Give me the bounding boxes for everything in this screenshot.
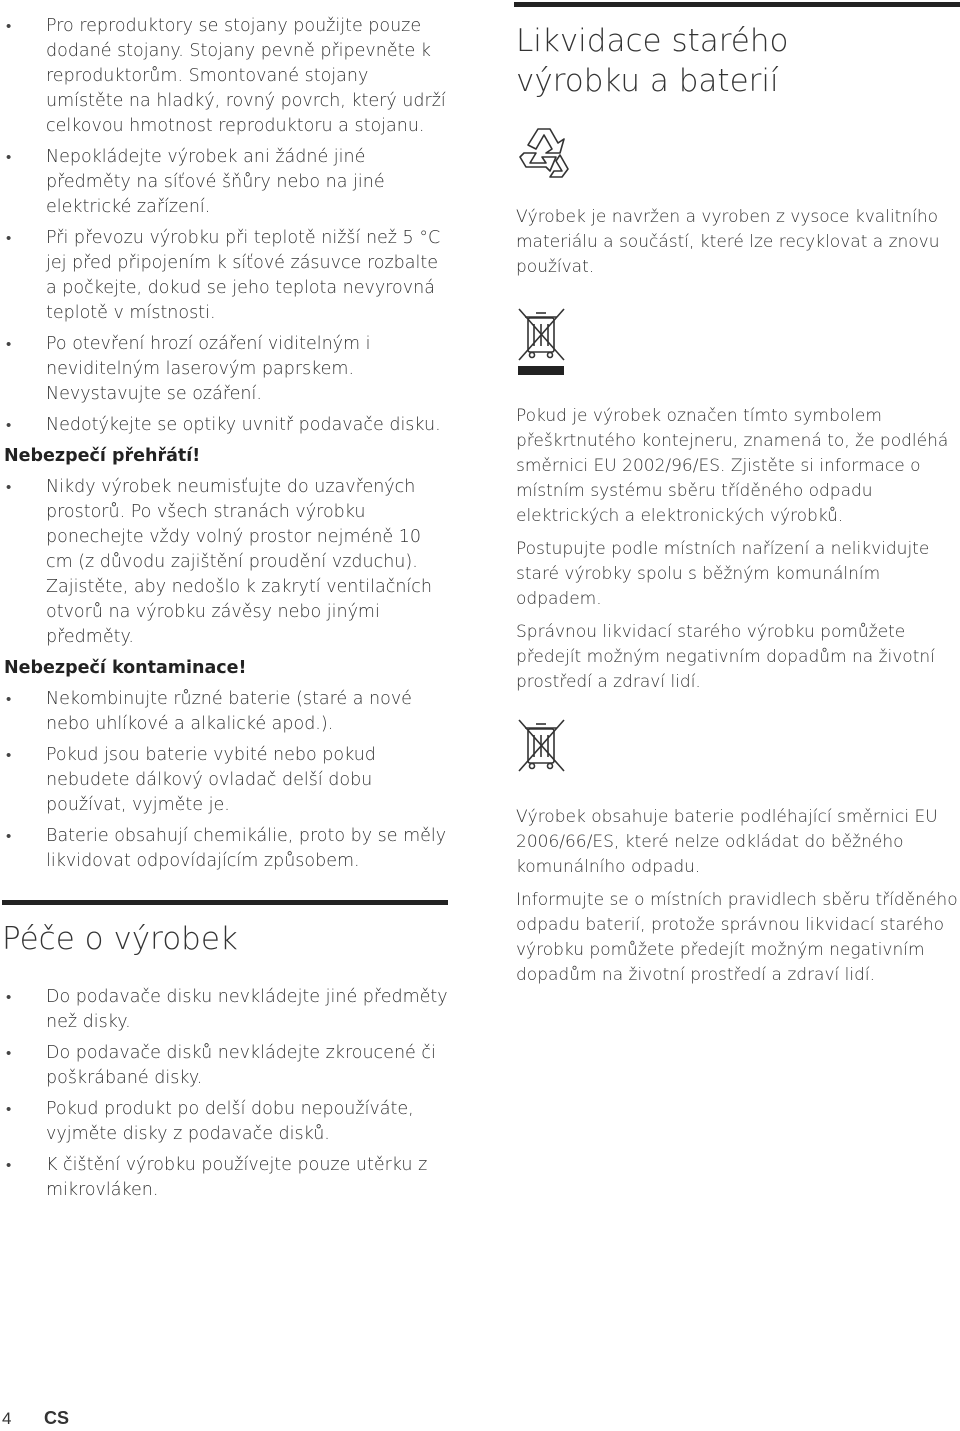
list-item: • Do podavače disků nevkládejte zkroucené či poškrábané disky.: [0, 1041, 448, 1091]
care-title: Péče o výrobek: [2, 921, 238, 957]
section-divider: [2, 900, 448, 905]
overheat-heading: Nebezpečí přehřátí!: [4, 446, 201, 466]
list-item: • K čištění výrobku používejte pouze utěrku z mikrovláken.: [0, 1153, 448, 1203]
crossed-bin-with-bar-icon: [516, 306, 960, 382]
left-column: [0, 14, 448, 1209]
recycle-text: Výrobek je navržen a vyroben z vysoce kvalitního materiálu a součástí, které lze recyklovat a znovu používat.: [516, 207, 940, 277]
list-item: • Nekombinujte různé baterie (staré a nové nebo uhlíkové a alkalické apod.).: [0, 687, 448, 737]
list-item: • Nikdy výrobek neumisťujte do uzavřených prostorů. Po všech stranách výrobku ponechejte vždy volný prostor nejméně 10 cm (z důvodu zajištění proudění vzduchu). Zajistěte, aby nedošlo k zakrytí ventilačních otvorů na výrobku závěsy nebo jinými předměty.: [0, 475, 448, 650]
right-column: [512, 0, 960, 996]
list-item: • Baterie obsahují chemikálie, proto by se měly likvidovat odpovídajícím způsobem.: [0, 824, 448, 874]
list-item: • Po otevření hrozí ozáření viditelným i neviditelným laserovým paprskem. Nevystavujte se ozáření.: [0, 332, 448, 407]
weee-paragraph: Postupujte podle místních nařízení a nelikvidujte staré výrobky spolu s běžným komunálním odpadem.: [516, 539, 930, 609]
contamination-heading: Nebezpečí kontaminace!: [4, 658, 247, 678]
safety-bullets: [0, 14, 448, 438]
page-footer: [2, 1408, 69, 1429]
list-item: • Při převozu výrobku při teplotě nižší než 5 °C jej před připojením k síťové zásuvce rozbalte a počkejte, dokud se jeho teplota nevyrovná teplotě v místnosti.: [0, 226, 448, 326]
list-item: • Nepokládejte výrobek ani žádné jiné předměty na síťové šňůry nebo na jiné elektrické zařízení.: [0, 145, 448, 220]
weee-paragraph: Správnou likvidací starého výrobku pomůžete předejít možným negativním dopadům na životní prostředí a zdraví lidí.: [516, 622, 935, 692]
list-item: • Pro reproduktory se stojany použijte pouze dodané stojany. Stojany pevně připevněte k reproduktorům. Smontované stojany umístěte na hladký, rovný povrch, který udrží celkovou hmotnost reproduktoru a stojanu.: [0, 14, 448, 139]
language-code: CS: [44, 1408, 70, 1428]
battery-paragraph: Informujte se o místních pravidlech sběru tříděného odpadu baterií, protože správnou likvidací starého výrobku pomůžete předejít možným negativním dopadům na životní prostředí a zdraví lidí.: [516, 890, 958, 985]
page-number: 4: [2, 1409, 12, 1428]
list-item: • Pokud produkt po delší dobu nepoužíváte, vyjměte disky z podavače disků.: [0, 1097, 448, 1147]
recycle-icon: [516, 123, 960, 185]
weee-paragraph: Pokud je výrobek označen tímto symbolem přeškrtnutého kontejneru, znamená to, že podléhá směrnici EU 2002/96/ES. Zjistěte si informace o místním systému sběru tříděného odpadu elektrických a elektronických výrobků.: [516, 406, 949, 526]
disposal-title: Likvidace starého výrobku a baterií: [516, 23, 789, 99]
battery-paragraph: Výrobek obsahuje baterie podléhající směrnici EU 2006/66/ES, které nelze odkládat do běžného komunálního odpadu.: [516, 807, 938, 877]
list-item: • Do podavače disku nevkládejte jiné předměty než disky.: [0, 985, 448, 1035]
crossed-bin-icon: [516, 717, 960, 779]
contamination-bullets: [0, 687, 448, 874]
care-bullets: [0, 985, 448, 1203]
overheat-bullets: [0, 475, 448, 650]
list-item: • Pokud jsou baterie vybité nebo pokud nebudete dálkový ovladač delší dobu používat, vyjměte je.: [0, 743, 448, 818]
list-item: • Nedotýkejte se optiky uvnitř podavače disku.: [0, 413, 448, 438]
section-divider: [514, 2, 960, 7]
